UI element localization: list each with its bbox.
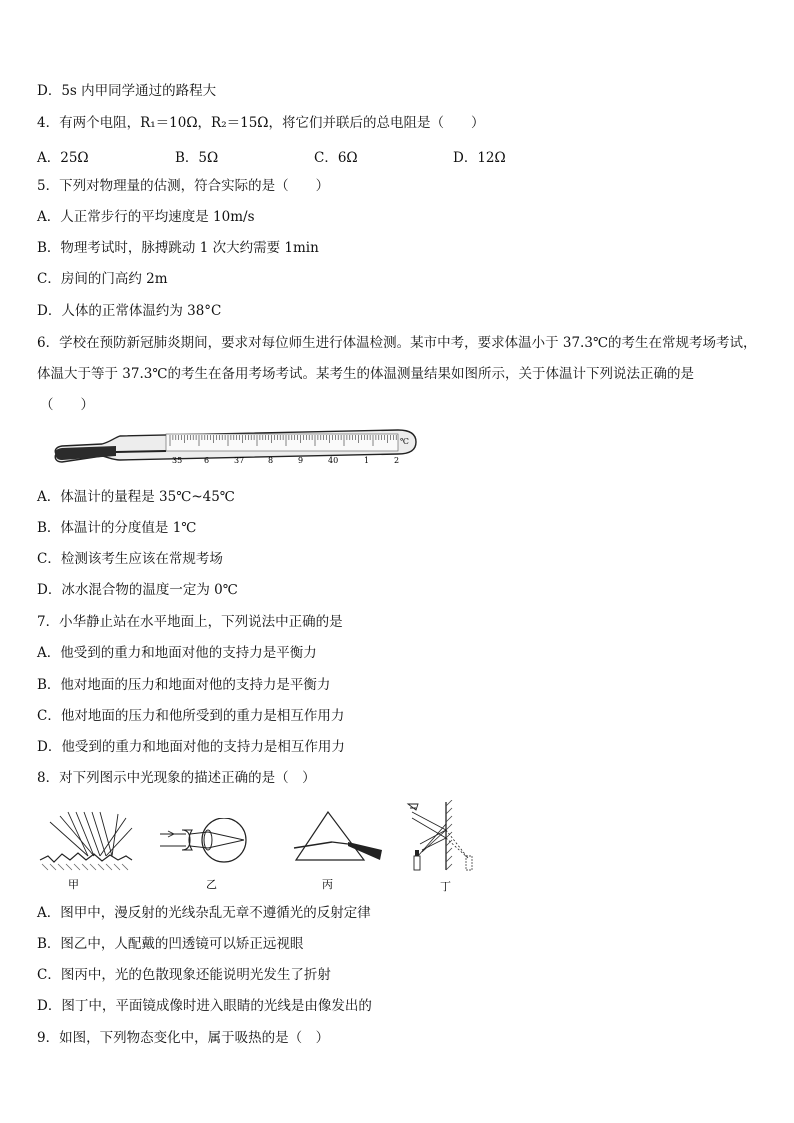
- thermometer-figure: [48, 424, 420, 474]
- q5-option-d: D．人体的正常体温约为 38°C: [37, 303, 222, 319]
- scale-label-35: 35: [172, 456, 183, 465]
- scale-label-39: 9: [298, 456, 304, 465]
- q4-option-a: A．25Ω: [37, 150, 89, 166]
- q4-stem: 4．有两个电阻，R₁＝10Ω，R₂＝15Ω，将它们并联后的总电阻是（ ）: [37, 115, 485, 131]
- q6-option-b: B．体温计的分度值是 1℃: [37, 520, 197, 536]
- q7-option-c: C．他对地面的压力和他所受到的重力是相互作用力: [37, 708, 345, 724]
- figure-jia-diffuse-reflection: [38, 808, 134, 894]
- figure-ding-plane-mirror: [406, 800, 478, 894]
- figure-label-ding: 丁: [440, 880, 451, 893]
- q5-stem: 5．下列对物理量的估测，符合实际的是（ ）: [37, 178, 330, 194]
- q5-option-a: A．人正常步行的平均速度是 10m/s: [37, 209, 255, 225]
- scale-label-36: 6: [204, 456, 210, 465]
- q6-option-a: A．体温计的量程是 35℃~45℃: [37, 489, 235, 505]
- scale-label-38: 8: [268, 456, 274, 465]
- q8-option-d: D．图丁中，平面镜成像时进入眼睛的光线是由像发出的: [37, 998, 372, 1014]
- q6-stem-line3: （ ）: [40, 397, 94, 413]
- q7-stem: 7．小华静止站在水平地面上，下列说法中正确的是: [37, 614, 343, 630]
- q6-option-c: C．检测该考生应该在常规考场: [37, 551, 223, 567]
- thermometer-unit: ℃: [400, 437, 409, 446]
- scale-label-41: 1: [364, 456, 370, 465]
- figure-yi-eye-lens: [158, 818, 268, 894]
- q5-option-c: C．房间的门高约 2m: [37, 271, 168, 287]
- q5-option-b: B．物理考试时，脉搏跳动 1 次大约需要 1min: [37, 240, 319, 256]
- q4-option-d: D．12Ω: [453, 150, 506, 166]
- q8-option-b: B．图乙中，人配戴的凹透镜可以矫正远视眼: [37, 936, 304, 952]
- q7-option-d: D．他受到的重力和地面对他的支持力是相互作用力: [37, 739, 345, 755]
- q8-option-c: C．图丙中，光的色散现象还能说明光发生了折射: [37, 967, 331, 983]
- q4-option-c: C．6Ω: [314, 150, 358, 166]
- q6-option-d: D．冰水混合物的温度一定为 0℃: [37, 582, 238, 598]
- q4-options: [37, 146, 757, 164]
- scale-label-40: 40: [328, 456, 339, 465]
- q8-option-a: A．图甲中，漫反射的光线杂乱无章不遵循光的反射定律: [37, 905, 371, 921]
- q6-stem-line1: 6．学校在预防新冠肺炎期间，要求对每位师生进行体温检测。某市中考，要求体温小于 37.3℃的考生在常规考场考试，: [37, 335, 757, 351]
- figure-bing-prism-dispersion: [292, 808, 384, 894]
- q4-option-b: B．5Ω: [175, 150, 219, 166]
- q6-stem-line2: 体温大于等于 37.3℃的考生在备用考场考试。某考生的体温测量结果如图所示，关于体温计下列说法正确的是: [37, 366, 694, 382]
- q9-stem: 9．如图，下列物态变化中，属于吸热的是（ ）: [37, 1030, 330, 1046]
- figure-label-yi: 乙: [206, 878, 217, 891]
- figure-label-jia: 甲: [68, 878, 79, 891]
- q8-stem: 8．对下列图示中光现象的描述正确的是（ ）: [37, 770, 316, 786]
- scale-label-42: 2: [394, 456, 400, 465]
- scale-label-37: 37: [234, 456, 245, 465]
- figure-label-bing: 丙: [322, 878, 333, 891]
- q7-option-a: A．他受到的重力和地面对他的支持力是平衡力: [37, 645, 317, 661]
- q7-option-b: B．他对地面的压力和地面对他的支持力是平衡力: [37, 677, 331, 693]
- q3-option-d: D．5s 内甲同学通过的路程大: [37, 83, 217, 99]
